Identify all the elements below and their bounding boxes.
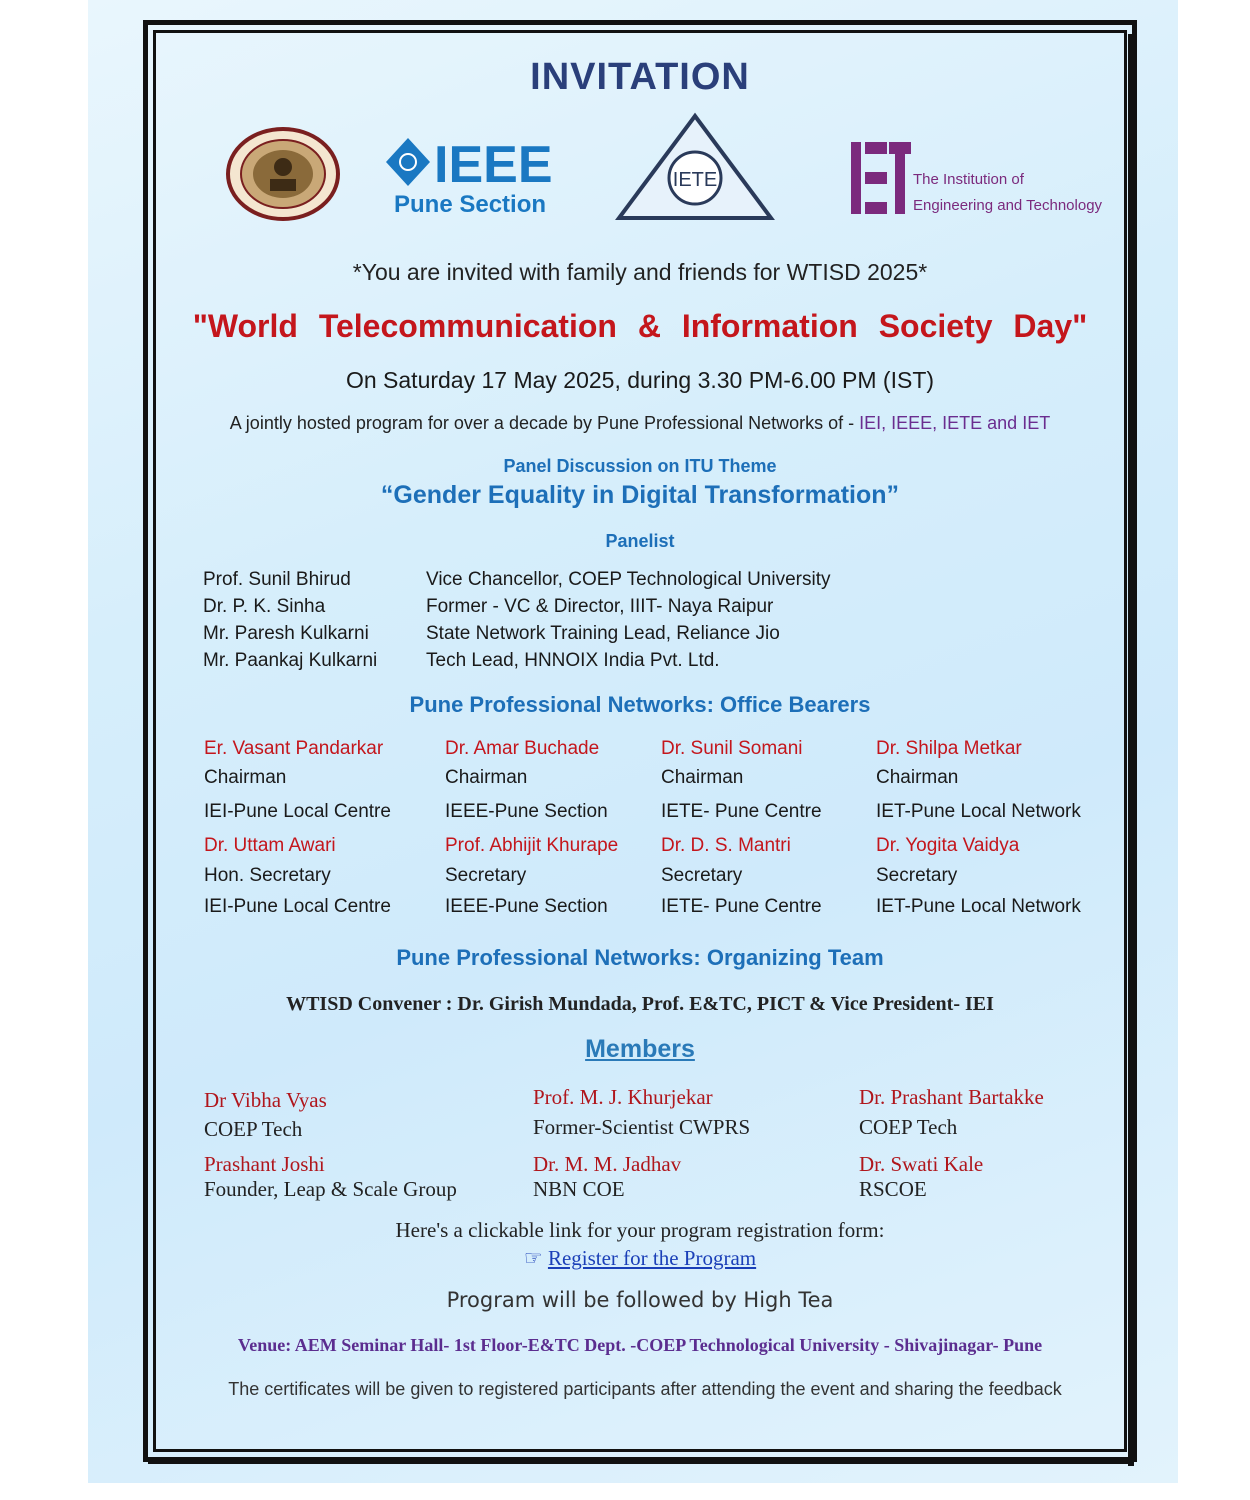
ieee-logo [384,136,554,225]
bearer-role: Chairman [445,767,528,788]
panel-theme: “Gender Equality in Digital Transformation” [380,481,900,509]
iei-logo [226,127,340,226]
bearer-name: Dr. Sunil Somani [661,738,803,759]
bearer-name: Dr. Amar Buchade [445,738,600,759]
member-org: RSCOE [859,1177,927,1201]
member-org: COEP Tech [859,1115,958,1139]
member-name: Prof. M. J. Khurjekar [533,1085,713,1109]
event-name: "World Telecommunication & Information Society Day" [192,308,1088,344]
certificate-note: The certificates will be given to registered participants after attending the event and sharing the feedback [228,1379,1062,1399]
iet-logo-line1: The Institution of [913,171,1024,188]
member-org: NBN COE [533,1177,625,1201]
ieee-logo-sub: Pune Section [394,191,547,218]
panelist-name: Mr. Paresh Kulkarni [203,623,369,644]
bearer-org: IEI-Pune Local Centre [204,896,391,917]
panelist-role: State Network Training Lead, Reliance Jio [426,623,780,644]
registration-text: Here's a clickable link for your program registration form: [395,1218,885,1242]
member-org: COEP Tech [204,1117,303,1141]
panelist-role: Tech Lead, HNNOIX India Pvt. Ltd. [426,650,720,671]
member-name: Dr. M. M. Jadhav [533,1152,682,1176]
member-name: Dr Vibha Vyas [204,1088,327,1112]
bearer-name: Er. Vasant Pandarkar [204,738,384,759]
iete-logo [615,112,775,227]
panelist-name: Mr. Paankaj Kulkarni [203,650,378,671]
bearer-name: Dr. Shilpa Metkar [876,738,1022,759]
bearer-name: Prof. Abhijit Khurape [445,835,619,856]
bearer-org: IEEE-Pune Section [445,896,608,917]
member-org: Former-Scientist CWPRS [533,1115,751,1139]
bearer-role: Secretary [876,865,958,886]
hosted-line [160,413,1120,434]
bearer-role: Hon. Secretary [204,865,331,886]
member-org: Founder, Leap & Scale Group [204,1177,457,1201]
panelist-role: Former - VC & Director, IIIT- Naya Raipur [426,596,774,617]
register-link[interactable]: Register for the Program [547,1246,757,1270]
venue-line: Venue: AEM Seminar Hall- 1st Floor-E&TC Dept. -COEP Technological University - Shivajinagar- Pune [237,1335,1043,1355]
organizing-team-heading: Pune Professional Networks: Organizing Team [396,945,884,970]
office-bearers-heading: Pune Professional Networks: Office Bearers [409,692,871,717]
member-name: Prashant Joshi [204,1152,325,1176]
bearer-org: IEI-Pune Local Centre [204,801,391,822]
hosted-orgs: IEI, IEEE, IETE and IET [859,413,1051,433]
member-name: Dr. Prashant Bartakke [859,1085,1044,1109]
bearer-name: Dr. D. S. Mantri [661,835,791,856]
pointing-hand-icon: ☞ [523,1246,543,1270]
hosted-prefix: A jointly hosted program for over a decade by Pune Professional Networks of - [229,413,860,433]
bearer-org: IET-Pune Local Network [876,801,1081,822]
invited-line: *You are invited with family and friends for WTISD 2025* [352,259,928,285]
bearer-org: IETE- Pune Centre [661,801,822,822]
registration-link-row [160,1246,1120,1271]
bearer-role: Secretary [661,865,743,886]
panel-label: Panel Discussion on ITU Theme [503,456,777,476]
bearer-role: Chairman [204,767,287,788]
panelist-name: Prof. Sunil Bhirud [203,569,351,590]
page-title: INVITATION [530,56,750,98]
iet-logo [851,140,1103,225]
ieee-logo-text: IEEE [434,136,553,194]
bearer-role: Chairman [876,767,959,788]
bearer-role: Secretary [445,865,527,886]
convener-line: WTISD Convener : Dr. Girish Mundada, Prof. E&TC, PICT & Vice President- IEI [286,993,994,1015]
panelist-heading: Panelist [605,531,675,551]
bearer-name: Dr. Uttam Awari [204,835,336,856]
panelist-name: Dr. P. K. Sinha [203,596,326,617]
bearer-org: IEEE-Pune Section [445,801,608,822]
bearer-name: Dr. Yogita Vaidya [876,835,1020,856]
high-tea-note: Program will be followed by High Tea [446,1288,834,1312]
iete-logo-text: IETE [672,169,718,191]
members-heading: Members [585,1035,695,1063]
bearer-role: Chairman [661,767,744,788]
bearer-org: IET-Pune Local Network [876,896,1081,917]
bearer-org: IETE- Pune Centre [661,896,822,917]
event-date: On Saturday 17 May 2025, during 3.30 PM-6.00 PM (IST) [345,367,935,393]
member-name: Dr. Swati Kale [859,1152,984,1176]
panelist-role: Vice Chancellor, COEP Technological University [426,569,831,590]
iet-logo-line2: Engineering and Technology [913,197,1103,214]
